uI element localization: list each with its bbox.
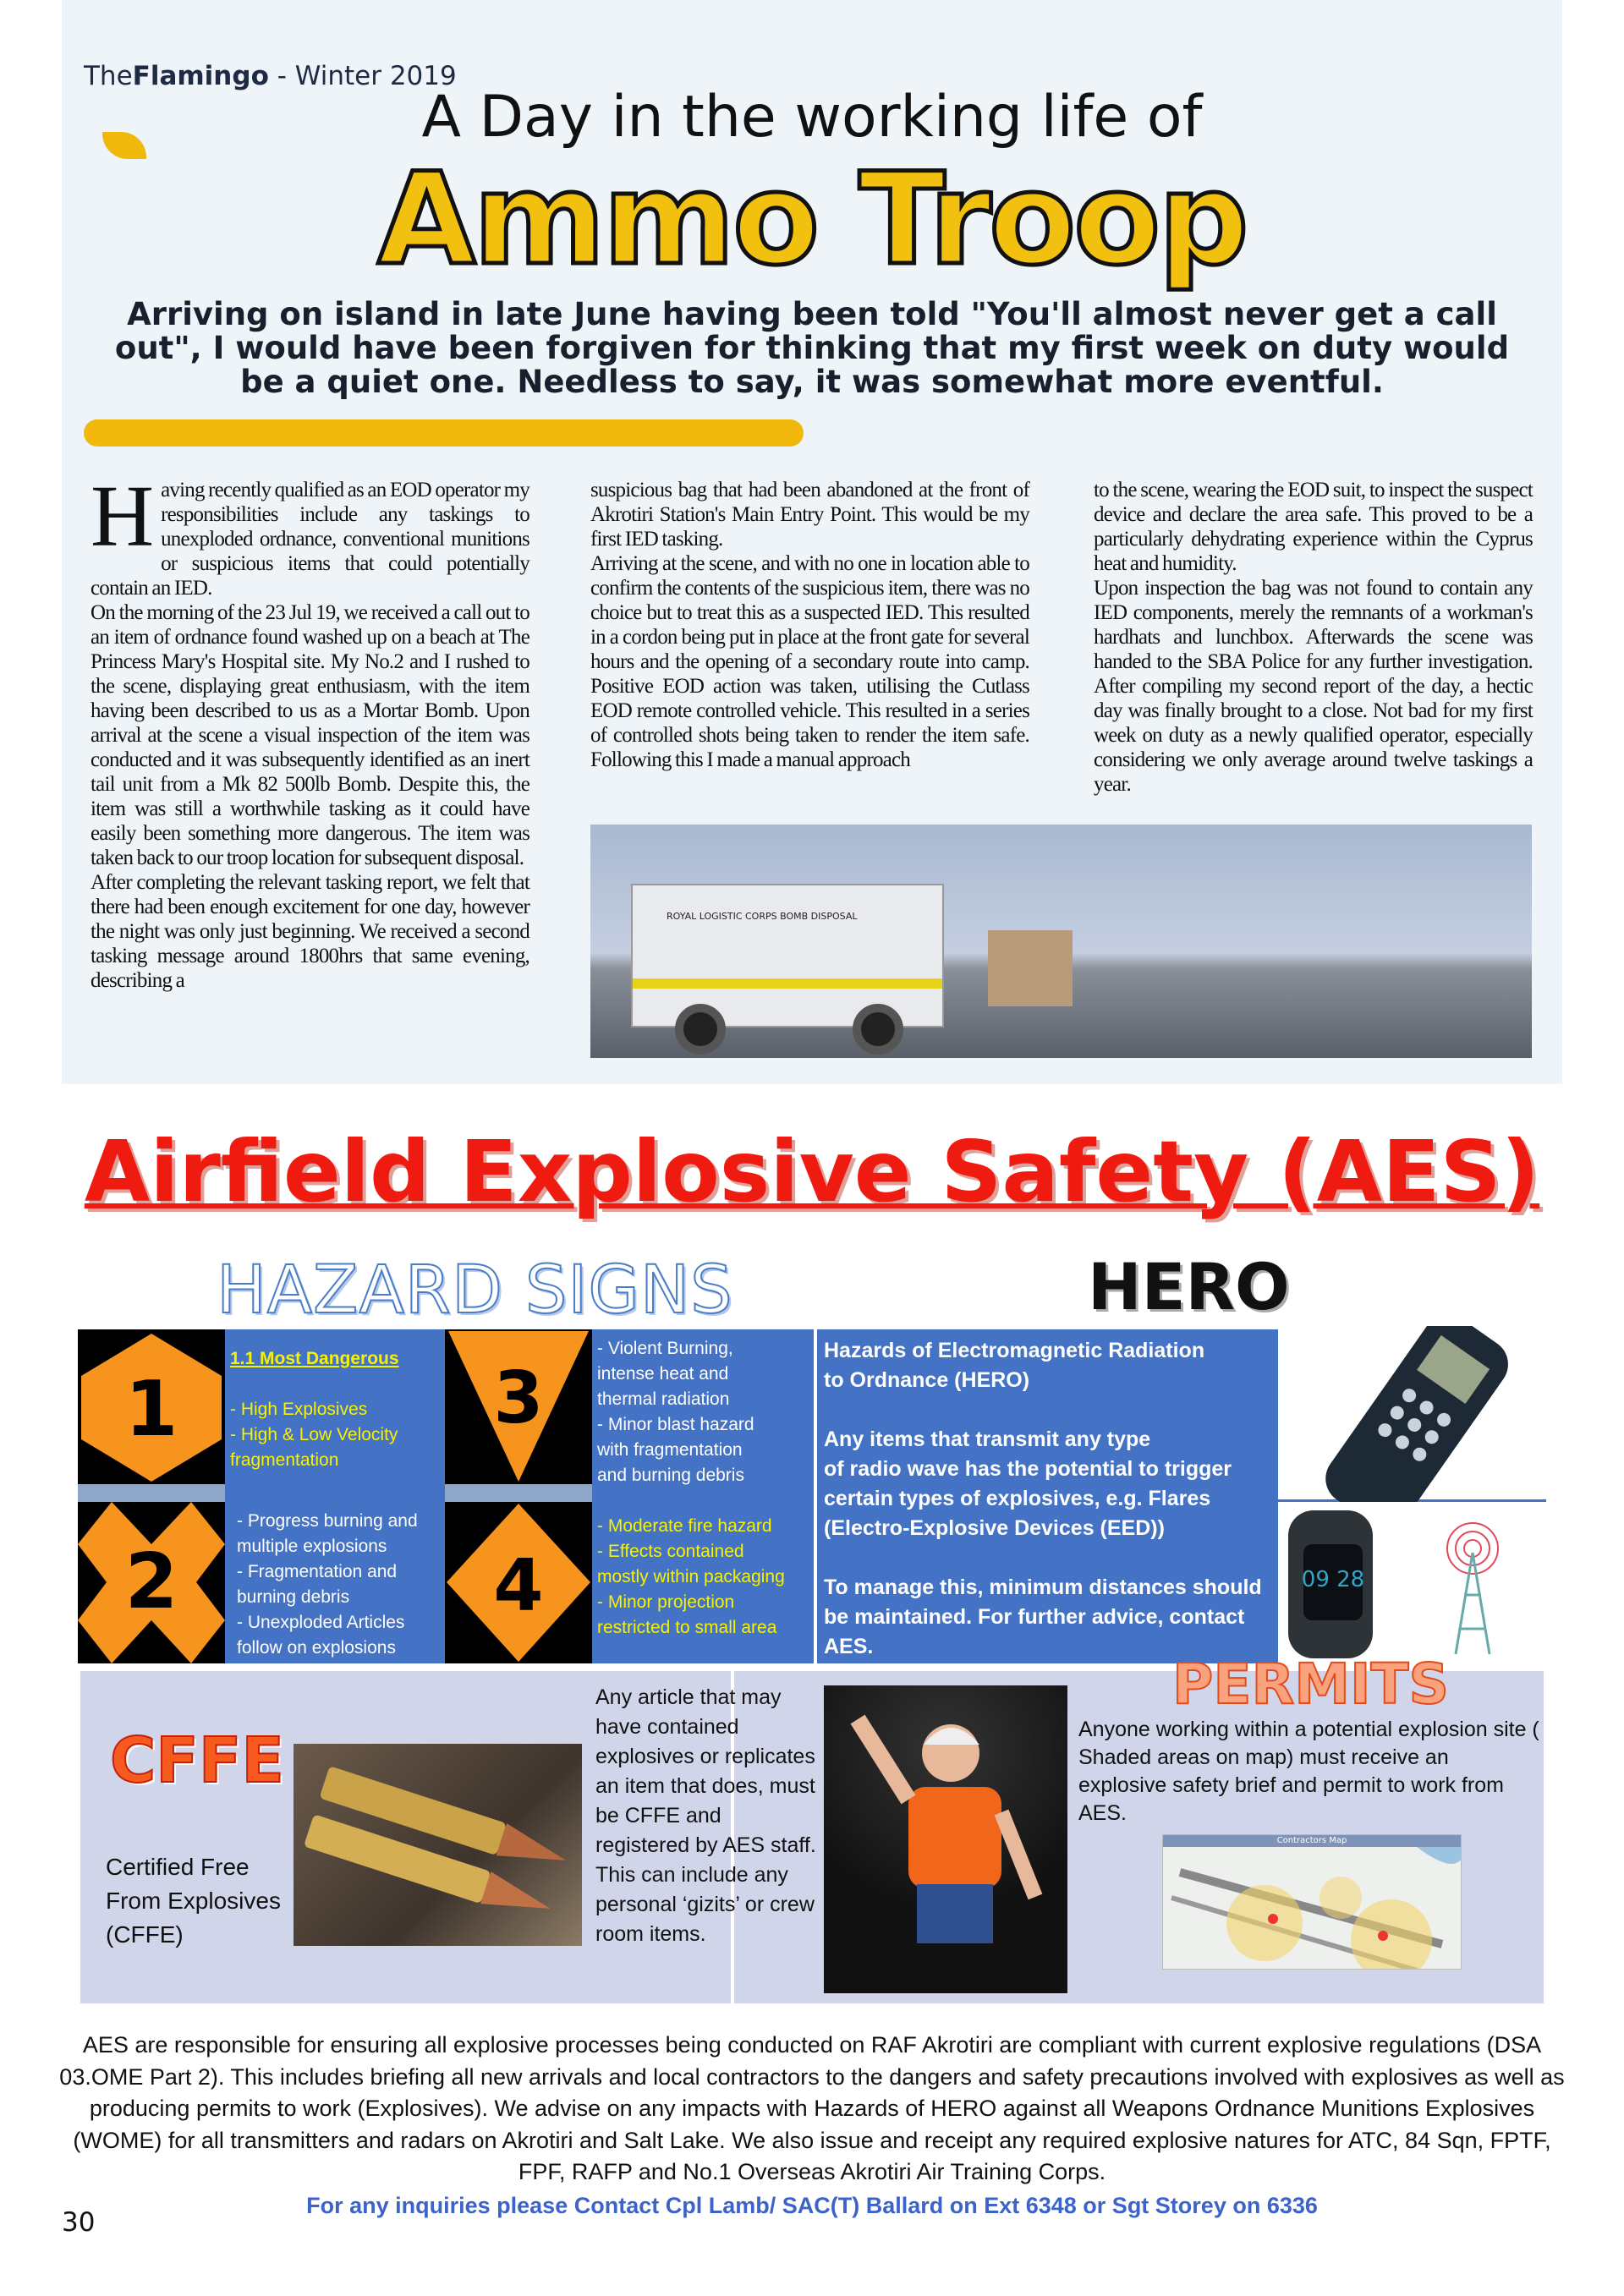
text-line: - Violent Burning, bbox=[597, 1339, 733, 1358]
station-sign bbox=[988, 930, 1073, 1006]
contractors-map-image bbox=[1162, 1834, 1462, 1970]
text-line: and burning debris bbox=[597, 1466, 744, 1485]
svg-text:4: 4 bbox=[493, 1544, 544, 1628]
permits-section bbox=[1078, 1653, 1542, 1970]
text-line: - High Explosives bbox=[230, 1400, 368, 1419]
text-line: with fragmentation bbox=[597, 1440, 743, 1460]
article-kicker: A Day in the working life of bbox=[421, 84, 1203, 151]
watch-time: 09 28 bbox=[1301, 1567, 1365, 1592]
text-line: - Fragmentation and bbox=[237, 1562, 398, 1581]
hazard-sign-4-icon bbox=[445, 1502, 592, 1663]
division-heading: 1.1 Most Dangerous bbox=[230, 1349, 399, 1368]
ammunition-rounds-image bbox=[294, 1744, 582, 1946]
paragraph: Upon inspection the bag was not found to contain any IED components, merely the remnants of a workman's hardhats and lunchbox. Afterwards the scene was handed to the SBA Police for any further investigation. After compiling my second report of the day, a hectic day was finally brought to a close. Not bad for my first week on duty as a newly qualified operator, especially considering we only average around twelve taskings a year. bbox=[1094, 577, 1533, 796]
hero-title-line: Hazards of Electromagnetic Radiation bbox=[824, 1339, 1205, 1362]
article-intro: Arriving on island in late June having been told "You'll almost never get a call out", I would have been forgiven for thinking that my first week on duty would be a quiet one. Needless to say, it was somewhat more eventful. bbox=[114, 296, 1510, 400]
text-line: multiple explosions bbox=[237, 1537, 387, 1556]
issue-label: - Winter 2019 bbox=[268, 61, 457, 91]
article-title: Ammo Troop bbox=[377, 146, 1247, 293]
article-column-2 bbox=[590, 478, 1029, 772]
hazard-sign-1-icon bbox=[78, 1329, 225, 1484]
text-line: mostly within packaging bbox=[597, 1567, 785, 1586]
hazard-sign-3-icon bbox=[445, 1329, 592, 1484]
division-1-1-text bbox=[230, 1346, 399, 1473]
text-line: - Unexploded Articles bbox=[237, 1613, 405, 1632]
svg-text:1: 1 bbox=[124, 1365, 178, 1454]
text-line: intense heat and bbox=[597, 1364, 729, 1384]
text-line: - High & Low Velocity bbox=[230, 1425, 398, 1444]
text-line: follow on explosions bbox=[237, 1638, 396, 1658]
hazard-signs-panel bbox=[78, 1329, 814, 1663]
division-1-2-text bbox=[237, 1509, 418, 1661]
mobile-phone-image bbox=[1278, 1326, 1546, 1502]
footer-block bbox=[59, 2030, 1565, 2222]
article-column-1 bbox=[91, 468, 529, 993]
text-line: thermal radiation bbox=[597, 1389, 730, 1409]
permits-heading: PERMITS bbox=[1172, 1652, 1450, 1717]
permits-description: Anyone working within a potential explosion site ( Shaded areas on map) must receive an explosive safety brief and permit to work from AES. bbox=[1078, 1718, 1539, 1825]
radio-tower-icon bbox=[1447, 1523, 1498, 1574]
cffe-label: Certified Free From Explosives (CFFE) bbox=[106, 1854, 281, 1948]
cffe-heading: CFFE bbox=[110, 1724, 284, 1797]
svg-text:2: 2 bbox=[124, 1537, 178, 1626]
division-1-4-text bbox=[597, 1514, 785, 1641]
text-line: - Effects contained bbox=[597, 1542, 744, 1561]
hero-title-line: to Ordnance (HERO) bbox=[824, 1368, 1030, 1392]
cffe-description: Any article that may have contained explosives or replicates an item that does, must be CFFE and registered by AES staff. This can include any personal ‘gizits’ or crew room items. bbox=[595, 1685, 816, 1946]
contact-line: For any inquiries please Contact Cpl Lamb/ SAC(T) Ballard on Ext 6348 or Sgt Storey on 6336 bbox=[306, 2192, 1318, 2218]
truck bbox=[631, 884, 944, 1027]
brand-prefix: The bbox=[84, 61, 133, 91]
aes-footer-paragraph: AES are responsible for ensuring all explosive processes being conducted on RAF Akrotiri are compliant with current explosive regulations (DSA 03.OME Part 2). This includes briefing all new arrivals and local contractors to the dangers and safety precautions involved with explosives as well as producing permits to work (Explosives). We advise on any impacts with Hazards of HERO against all Weapons Ordnance Munitions Explosives (WOME) for all transmitters and radars on Akrotiri and Salt Lake. We also issue and receipt any required explosive natures for ATC, 84 Sqn, FPTF, FPF, RAFP and No.1 Overseas Akrotiri Air Training Corps. bbox=[59, 2032, 1565, 2184]
hero-heading: HERO bbox=[1088, 1249, 1290, 1324]
brand-name: Flamingo bbox=[132, 61, 269, 91]
smartwatch-and-tower-image bbox=[1278, 1502, 1546, 1663]
text-line: - Progress burning and bbox=[237, 1511, 418, 1531]
paragraph: to the scene, wearing the EOD suit, to inspect the suspect device and declare the area safe. This proved to be a particularly dehydrating experience within the Cyprus heat and humidity. bbox=[1094, 479, 1533, 575]
division-1-3-text bbox=[597, 1336, 754, 1488]
hero-text bbox=[824, 1336, 1272, 1662]
svg-text:3: 3 bbox=[493, 1356, 544, 1440]
aes-title: Airfield Explosive Safety (AES) bbox=[84, 1122, 1540, 1221]
sign-column-3-4 bbox=[445, 1329, 592, 1663]
hero-paragraph: of radio wave has the potential to trigger certain types of explosives, e.g. Flares (Electro-Explosive Devices (EED)) bbox=[824, 1457, 1232, 1540]
hero-paragraph: Any items that transmit any type bbox=[824, 1427, 1151, 1451]
page-number: 30 bbox=[62, 2207, 96, 2238]
bomb-disposal-truck-photo bbox=[590, 825, 1532, 1058]
magazine-header bbox=[84, 61, 457, 91]
text-line: - Moderate fire hazard bbox=[597, 1516, 772, 1536]
text-line: restricted to small area bbox=[597, 1618, 777, 1637]
paragraph: suspicious bag that had been abandoned at the front of Akrotiri Station's Main Entry Point. This would be my first IED tasking. bbox=[590, 479, 1029, 551]
hazard-signs-heading: HAZARD SIGNS bbox=[217, 1252, 733, 1329]
text-line: burning debris bbox=[237, 1587, 350, 1607]
man-photo bbox=[824, 1685, 1067, 1993]
paragraph: After completing the relevant tasking report, we felt that there had been enough excitement for one day, however the night was only just beginning. We received a second tasking message around 1800hrs that same evening, describing a bbox=[91, 871, 529, 992]
text-line: - Minor projection bbox=[597, 1592, 735, 1612]
paragraph: Arriving at the scene, and with no one in location able to confirm the contents of the suspicious item, there was no choice but to treat this as a suspected IED. This resulted in a cordon being put in place at the front gate for several hours and the opening of a secondary route into camp. Positive EOD action was taken, utilising the Cutlass EOD remote controlled vehicle. This resulted in a series of controlled shots being taken to render the item safe. Following this I made a manual approach bbox=[590, 552, 1029, 771]
paragraph: On the morning of the 23 Jul 19, we received a call out to an item of ordnance found washed up on a beach at The Princess Mary's Hospital site. My No.2 and I rushed to the scene, displaying great enthusiasm, with the item having been described to us as a Mortar Bomb. Upon arrival at the scene a visual inspection of the item was conducted and it was subsequently identified as an inert tail unit from a Mk 82 500lb Bomb. Despite this, the item was still a worthwhile tasking as it could have easily been something more dangerous. The item was taken back to our troop location for subsequent disposal. bbox=[91, 601, 529, 869]
hero-paragraph: To manage this, minimum distances should be maintained. For further advice, contact AES. bbox=[824, 1575, 1262, 1658]
truck-label: ROYAL LOGISTIC CORPS BOMB DISPOSAL bbox=[667, 911, 858, 922]
hazard-sign-2-icon bbox=[78, 1502, 225, 1663]
hero-panel bbox=[817, 1329, 1546, 1663]
drop-cap: H bbox=[91, 468, 155, 565]
sign-column-1-2 bbox=[78, 1329, 225, 1663]
map-title: Contractors Map bbox=[1163, 1835, 1461, 1847]
text-line: - Minor blast hazard bbox=[597, 1415, 754, 1434]
text-line: fragmentation bbox=[230, 1450, 339, 1470]
article-column-3 bbox=[1094, 478, 1533, 797]
yellow-divider bbox=[84, 419, 804, 447]
paragraph: aving recently qualified as an EOD operator my responsibilities include any taskings to unexploded ordnance, conventional munitions or suspicious items that could potentially contain an IED. bbox=[91, 479, 529, 600]
